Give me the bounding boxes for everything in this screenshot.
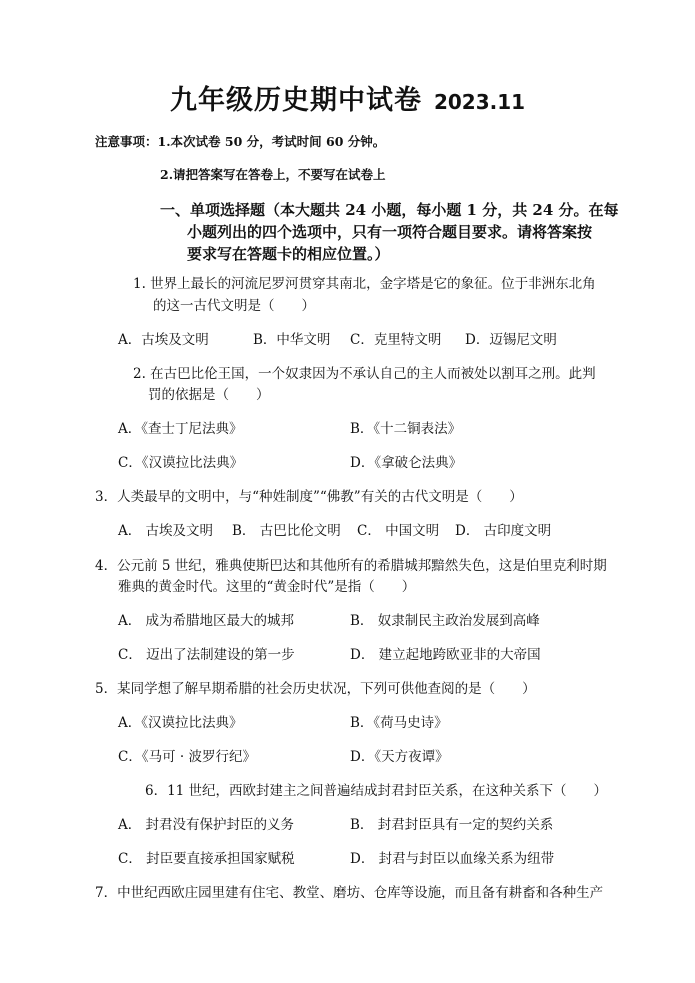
notice-line-1: 注意事项：1.本次试卷 50 分，考试时间 60 分钟。 [95, 134, 386, 149]
question-4-option-c: C． 迈出了法制建设的第一步 [118, 647, 295, 663]
question-3-option-a: A． 古埃及文明 [118, 523, 214, 539]
question-3-option-b: B． 古巴比伦文明 [232, 523, 341, 539]
question-2-option-b: B．《十二铜表法》 [350, 421, 462, 437]
question-6-option-b: B． 封君封臣具有一定的契约关系 [350, 817, 554, 833]
question-1-option-d: D．迈锡尼文明 [465, 332, 557, 348]
question-6-option-c: C． 封臣要直接承担国家赋税 [118, 851, 295, 867]
question-2-line-2: 罚的依据是（ ） [148, 387, 270, 403]
question-1-option-a: A．古埃及文明 [118, 332, 209, 348]
question-5-line-1: 5．某同学想了解早期希腊的社会历史状况，下列可供他查阅的是（ ） [95, 681, 536, 697]
question-4-option-a: A． 成为希腊地区最大的城邦 [118, 613, 295, 629]
section-heading-line-3: 要求写在答题卡的相应位置。） [187, 245, 390, 263]
question-5-option-c: C．《马可 · 波罗行纪》 [118, 749, 256, 765]
section-heading-line-1: 一、单项选择题（本大题共 24 小题，每小题 1 分，共 24 分。在每 [160, 201, 619, 219]
question-3-option-d: D． 古印度文明 [455, 523, 552, 539]
section-heading-line-2: 小题列出的四个选项中，只有一项符合题目要求。请将答案按 [187, 223, 593, 241]
question-2-option-c: C．《汉谟拉比法典》 [118, 455, 244, 471]
question-1-line-1: 1. 世界上最长的河流尼罗河贯穿其南北，金字塔是它的象征。位于非洲东北角 [133, 276, 596, 292]
question-6-option-d: D． 封君与封臣以血缘关系为纽带 [350, 851, 555, 867]
question-1-line-2: 的这一古代文明是（ ） [153, 298, 315, 314]
notice-line-2: 2.请把答案写在答卷上，不要写在试卷上 [160, 167, 386, 182]
question-2-line-1: 2. 在古巴比伦王国，一个奴隶因为不承认自己的主人而被处以割耳之刑。此判 [133, 366, 596, 382]
question-2-option-d: D．《拿破仑法典》 [350, 455, 463, 471]
question-1-option-c: C．克里特文明 [350, 332, 442, 348]
question-4-option-b: B． 奴隶制民主政治发展到高峰 [350, 613, 540, 629]
exam-title [0, 78, 695, 117]
question-4-option-d: D． 建立起地跨欧亚非的大帝国 [350, 647, 541, 663]
question-6-line-1: 6．11 世纪，西欧封建主之间普遍结成封君封臣关系，在这种关系下（ ） [145, 783, 608, 799]
question-5-option-b: B．《荷马史诗》 [350, 715, 448, 731]
question-2-option-a: A．《查士丁尼法典》 [118, 421, 243, 437]
question-5-option-a: A．《汉谟拉比法典》 [118, 715, 243, 731]
question-5-option-d: D．《天方夜谭》 [350, 749, 449, 765]
question-3-option-c: C． 中国文明 [357, 523, 440, 539]
question-1-option-b: B．中华文明 [253, 332, 331, 348]
question-6-option-a: A． 封君没有保护封臣的义务 [118, 817, 295, 833]
question-4-line-2: 雅典的黄金时代。这里的“黄金时代”是指（ ） [118, 579, 416, 595]
question-7-line-1: 7．中世纪西欧庄园里建有住宅、教堂、磨坊、仓库等设施，而且备有耕畜和各种生产 [95, 885, 604, 901]
title-main: 九年级历史期中试卷 [169, 85, 422, 116]
question-3-line-1: 3．人类最早的文明中，与“种姓制度”“佛教”有关的古代文明是（ ） [95, 489, 523, 505]
title-date: 2023.11 [433, 90, 526, 114]
question-4-line-1: 4．公元前 5 世纪，雅典使斯巴达和其他所有的希腊城邦黯然失色，这是伯里克利时期 [95, 558, 607, 574]
